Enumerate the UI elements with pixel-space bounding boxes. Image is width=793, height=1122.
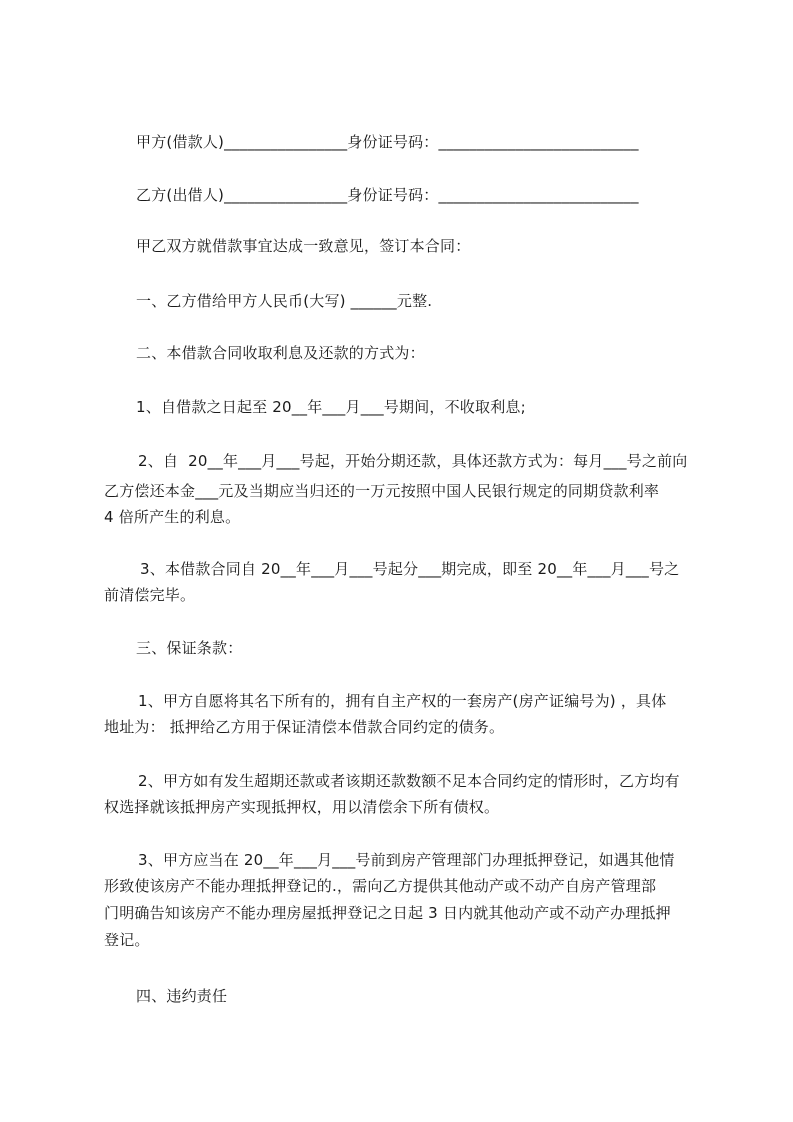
clause-3-item-1-line-1: 1、甲方自愿将其名下所有的，拥有自主产权的一套房产(房产证编号为) ，具体 <box>138 692 667 710</box>
clause-3-title: 三、保证条款： <box>136 639 243 657</box>
clause-3-item-3-line-3: 门明确告知该房产不能办理房屋抵押登记之日起 3 日内就其他动产或不动产办理抵押 <box>104 904 671 922</box>
clause-3-item-3-line-1: 3、甲方应当在 20__年___月___号前到房产管理部门办理抵押登记，如遇其他情 <box>138 851 675 869</box>
clause-4-title: 四、违约责任 <box>136 987 228 1005</box>
party-b-line: 乙方(出借人)________________身份证号码：__________________________ <box>136 186 639 204</box>
party-a-line: 甲方(借款人)________________身份证号码：__________________________ <box>136 133 639 151</box>
clause-3-item-2-line-1: 2、甲方如有发生超期还款或者该期还款数额不足本合同约定的情形时，乙方均有 <box>138 772 680 790</box>
clause-2-title: 二、本借款合同收取利息及还款的方式为： <box>136 344 425 362</box>
clause-3-item-3-line-4: 登记。 <box>104 931 150 949</box>
intro-paragraph: 甲乙双方就借款事宜达成一致意见，签订本合同： <box>136 237 471 255</box>
clause-3-item-1-line-2: 地址为： 抵押给乙方用于保证清偿本借款合同约定的债务。 <box>104 718 505 736</box>
clause-2-item-2-line-3: 4 倍所产生的利息。 <box>104 508 241 526</box>
clause-2-item-2-line-2: 乙方偿还本金___元及当期应当归还的一万元按照中国人民银行规定的同期贷款利率 <box>104 482 660 500</box>
clause-3-item-2-line-2: 权选择就该抵押房产实现抵押权，用以清偿余下所有债权。 <box>104 798 500 816</box>
clause-1: 一、乙方借给甲方人民币(大写) ______元整. <box>136 292 433 310</box>
clause-2-item-2-line-1: 2、自 20__年___月___号起，开始分期还款，具体还款方式为：每月___号之前向 <box>138 452 688 470</box>
clause-2-item-1: 1、自借款之日起至 20__年___月___号期间，不收取利息; <box>136 398 526 416</box>
clause-3-item-3-line-2: 形致使该房产不能办理抵押登记的.，需向乙方提供其他动产或不动产自房产管理部 <box>104 877 657 895</box>
clause-2-item-3-line-2: 前清偿完毕。 <box>104 586 196 604</box>
clause-2-item-3-line-1: 3、本借款合同自 20__年___月___号起分___期完成，即至 20__年___月___号之 <box>140 560 680 578</box>
